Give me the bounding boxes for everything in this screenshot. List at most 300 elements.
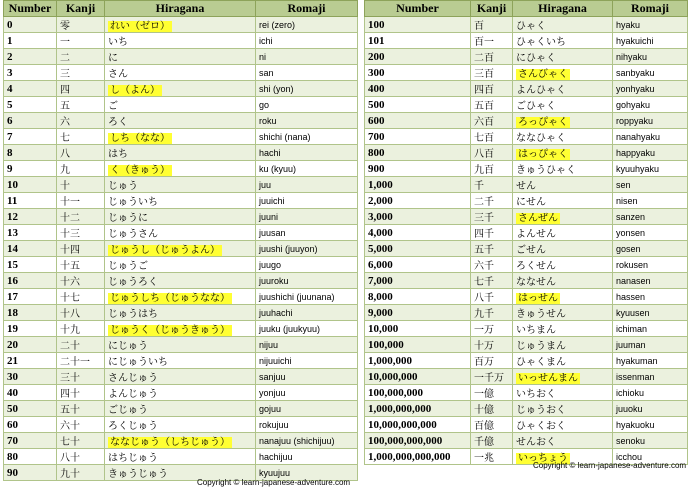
table-row	[365, 353, 688, 369]
hiragana-cell: じゅう	[105, 177, 256, 193]
number-cell: 100,000,000	[365, 385, 471, 401]
romaji-cell: nanasen	[613, 273, 688, 289]
kanji-cell: 一億	[471, 385, 513, 401]
kanji-cell: 九百	[471, 161, 513, 177]
kanji-cell: 百一	[471, 33, 513, 49]
table-row	[4, 129, 358, 145]
table-row	[4, 17, 358, 33]
hiragana-cell: じゅうに	[105, 209, 256, 225]
hiragana-cell	[105, 81, 256, 97]
romaji-cell: yonsen	[613, 225, 688, 241]
highlighted-reading: いっちょう	[518, 453, 568, 464]
kanji-cell: 六	[57, 113, 105, 129]
hiragana-cell	[513, 289, 613, 305]
hiragana-cell: にじゅういち	[105, 353, 256, 369]
kanji-cell: 二十一	[57, 353, 105, 369]
table-row	[365, 321, 688, 337]
kanji-cell: 百	[471, 17, 513, 33]
table-row	[365, 225, 688, 241]
table-row	[365, 209, 688, 225]
table-row	[4, 257, 358, 273]
table-row	[4, 401, 358, 417]
romaji-cell: ni	[256, 49, 358, 65]
hiragana-cell	[105, 321, 256, 337]
hiragana-cell	[105, 241, 256, 257]
romaji-cell: hyakuichi	[613, 33, 688, 49]
kanji-cell: 三	[57, 65, 105, 81]
kanji-cell: 千	[471, 177, 513, 193]
table-row	[4, 241, 358, 257]
hiragana-cell	[105, 433, 256, 449]
hiragana-cell: じゅうろく	[105, 273, 256, 289]
table-header-row	[4, 1, 358, 17]
hiragana-cell	[513, 209, 613, 225]
kanji-cell: 十二	[57, 209, 105, 225]
kanji-cell: 四	[57, 81, 105, 97]
hiragana-cell: ごひゃく	[513, 97, 613, 113]
table-row	[365, 273, 688, 289]
kanji-cell: 九	[57, 161, 105, 177]
hiragana-cell: じゅうさん	[105, 225, 256, 241]
highlighted-reading: さんびゃく	[518, 69, 568, 80]
kanji-cell: 二百	[471, 49, 513, 65]
kanji-cell: 七千	[471, 273, 513, 289]
table-row	[365, 49, 688, 65]
table-row	[365, 129, 688, 145]
highlighted-reading: し（よん）	[110, 85, 160, 96]
number-cell: 10	[4, 177, 57, 193]
number-cell: 1,000,000,000,000	[365, 449, 471, 465]
romaji-cell: ichi	[256, 33, 358, 49]
romaji-cell: juuni	[256, 209, 358, 225]
number-cell: 21	[4, 353, 57, 369]
number-header: Number	[365, 1, 471, 17]
table-row	[365, 257, 688, 273]
kanji-cell: 百万	[471, 353, 513, 369]
table-row	[4, 369, 358, 385]
table-row	[4, 49, 358, 65]
number-cell: 400	[365, 81, 471, 97]
table-row	[365, 193, 688, 209]
highlighted-reading: しち（なな）	[110, 133, 170, 144]
number-cell: 16	[4, 273, 57, 289]
table-row	[365, 145, 688, 161]
hiragana-cell: じゅうはち	[105, 305, 256, 321]
romaji-cell: hyakuoku	[613, 417, 688, 433]
romaji-cell: rokujuu	[256, 417, 358, 433]
hiragana-cell: ろく	[105, 113, 256, 129]
highlighted-reading: じゅうし（じゅうよん）	[110, 245, 220, 256]
romaji-cell: juu	[256, 177, 358, 193]
number-cell: 600	[365, 113, 471, 129]
hiragana-cell: せんおく	[513, 433, 613, 449]
romaji-cell: juugo	[256, 257, 358, 273]
table-row	[4, 321, 358, 337]
kanji-cell: 十億	[471, 401, 513, 417]
table-row	[365, 241, 688, 257]
romaji-cell: happyaku	[613, 145, 688, 161]
left-number-table	[3, 0, 358, 481]
hiragana-cell: ななひゃく	[513, 129, 613, 145]
copyright-text: Copyright © learn-japanese-adventure.com	[197, 478, 351, 487]
kanji-cell: 六百	[471, 113, 513, 129]
romaji-cell: sanjuu	[256, 369, 358, 385]
table-row	[4, 225, 358, 241]
romaji-cell: sanbyaku	[613, 65, 688, 81]
table-row	[365, 401, 688, 417]
table-row	[4, 97, 358, 113]
hiragana-cell: じゅうまん	[513, 337, 613, 353]
highlighted-reading: さんぜん	[518, 213, 558, 224]
table-row	[365, 113, 688, 129]
hiragana-cell: ひゃくおく	[513, 417, 613, 433]
romaji-cell: rei (zero)	[256, 17, 358, 33]
number-cell: 101	[365, 33, 471, 49]
romaji-cell: sen	[613, 177, 688, 193]
hiragana-cell	[513, 113, 613, 129]
hiragana-cell: はちじゅう	[105, 449, 256, 465]
romaji-cell: roku	[256, 113, 358, 129]
kanji-cell: 八十	[57, 449, 105, 465]
hiragana-cell: きゅうじゅう	[105, 465, 256, 481]
romaji-cell: nijuuichi	[256, 353, 358, 369]
hiragana-cell	[513, 369, 613, 385]
hiragana-cell: じゅうご	[105, 257, 256, 273]
romaji-cell: juushichi (juunana)	[256, 289, 358, 305]
hiragana-header: Hiragana	[513, 1, 613, 17]
hiragana-cell	[105, 289, 256, 305]
romaji-cell: gohyaku	[613, 97, 688, 113]
romaji-cell: nanajuu (shichijuu)	[256, 433, 358, 449]
romaji-cell: hachi	[256, 145, 358, 161]
table-header-row	[365, 1, 688, 17]
table-row	[365, 305, 688, 321]
hiragana-cell: きゅうせん	[513, 305, 613, 321]
kanji-cell: 十一	[57, 193, 105, 209]
romaji-header: Romaji	[256, 1, 358, 17]
romaji-cell: ichioku	[613, 385, 688, 401]
kanji-cell: 七百	[471, 129, 513, 145]
number-cell: 1,000	[365, 177, 471, 193]
number-cell: 300	[365, 65, 471, 81]
number-cell: 60	[4, 417, 57, 433]
number-cell: 50	[4, 401, 57, 417]
hiragana-cell: よんひゃく	[513, 81, 613, 97]
kanji-cell: 一兆	[471, 449, 513, 465]
table-row	[4, 417, 358, 433]
romaji-cell: juuroku	[256, 273, 358, 289]
kanji-cell: 五	[57, 97, 105, 113]
hiragana-cell: ろくせん	[513, 257, 613, 273]
romaji-cell: icchou	[613, 449, 688, 465]
kanji-header: Kanji	[471, 1, 513, 17]
kanji-cell: 八千	[471, 289, 513, 305]
romaji-cell: juusan	[256, 225, 358, 241]
kanji-cell: 八	[57, 145, 105, 161]
table-row	[365, 289, 688, 305]
number-cell: 4	[4, 81, 57, 97]
kanji-cell: 十八	[57, 305, 105, 321]
romaji-cell: shi (yon)	[256, 81, 358, 97]
kanji-cell: 二千	[471, 193, 513, 209]
hiragana-cell: にじゅう	[105, 337, 256, 353]
highlighted-reading: はっぴゃく	[518, 149, 568, 160]
romaji-cell: juuhachi	[256, 305, 358, 321]
kanji-cell: 九千	[471, 305, 513, 321]
hiragana-cell: せん	[513, 177, 613, 193]
romaji-cell: issenman	[613, 369, 688, 385]
kanji-cell: 三百	[471, 65, 513, 81]
number-cell: 1	[4, 33, 57, 49]
number-cell: 80	[4, 449, 57, 465]
number-cell: 2	[4, 49, 57, 65]
kanji-cell: 五百	[471, 97, 513, 113]
kanji-cell: 一万	[471, 321, 513, 337]
table-row	[365, 161, 688, 177]
kanji-cell: 四十	[57, 385, 105, 401]
kanji-cell: 十九	[57, 321, 105, 337]
kanji-cell: 百億	[471, 417, 513, 433]
kanji-cell: 千億	[471, 433, 513, 449]
kanji-cell: 三千	[471, 209, 513, 225]
table-row	[365, 177, 688, 193]
number-cell: 500	[365, 97, 471, 113]
number-cell: 5,000	[365, 241, 471, 257]
romaji-cell: juuoku	[613, 401, 688, 417]
table-row	[365, 385, 688, 401]
right-number-table	[364, 0, 688, 465]
romaji-cell: juuku (juukyuu)	[256, 321, 358, 337]
hiragana-cell: じゅういち	[105, 193, 256, 209]
table-row	[365, 337, 688, 353]
table-row	[4, 81, 358, 97]
hiragana-cell: にせん	[513, 193, 613, 209]
number-cell: 8	[4, 145, 57, 161]
kanji-cell: 七十	[57, 433, 105, 449]
hiragana-cell: に	[105, 49, 256, 65]
romaji-cell: nanahyaku	[613, 129, 688, 145]
romaji-cell: roppyaku	[613, 113, 688, 129]
hiragana-cell: さん	[105, 65, 256, 81]
number-cell: 8,000	[365, 289, 471, 305]
number-cell: 14	[4, 241, 57, 257]
number-cell: 5	[4, 97, 57, 113]
number-cell: 0	[4, 17, 57, 33]
table-row	[4, 305, 358, 321]
number-cell: 6,000	[365, 257, 471, 273]
romaji-cell: nihyaku	[613, 49, 688, 65]
hiragana-cell: にひゃく	[513, 49, 613, 65]
hiragana-cell: ひゃくいち	[513, 33, 613, 49]
hiragana-cell: よんじゅう	[105, 385, 256, 401]
table-row	[365, 433, 688, 449]
table-row	[4, 449, 358, 465]
hiragana-cell	[105, 17, 256, 33]
kanji-cell: 五千	[471, 241, 513, 257]
hiragana-cell	[513, 145, 613, 161]
number-cell: 800	[365, 145, 471, 161]
hiragana-cell: ごじゅう	[105, 401, 256, 417]
table-row	[365, 81, 688, 97]
hiragana-cell: ひゃくまん	[513, 353, 613, 369]
hiragana-cell: きゅうひゃく	[513, 161, 613, 177]
kanji-header: Kanji	[57, 1, 105, 17]
romaji-cell: kyuujuu	[256, 465, 358, 481]
number-cell: 10,000,000,000	[365, 417, 471, 433]
hiragana-cell: ろくじゅう	[105, 417, 256, 433]
romaji-cell: gosen	[613, 241, 688, 257]
number-cell: 3,000	[365, 209, 471, 225]
romaji-cell: kyuuhyaku	[613, 161, 688, 177]
kanji-cell: 十四	[57, 241, 105, 257]
table-row	[4, 161, 358, 177]
hiragana-cell: いち	[105, 33, 256, 49]
romaji-cell: rokusen	[613, 257, 688, 273]
hiragana-cell: いちおく	[513, 385, 613, 401]
number-cell: 700	[365, 129, 471, 145]
hiragana-cell	[105, 129, 256, 145]
romaji-cell: sanzen	[613, 209, 688, 225]
number-cell: 20	[4, 337, 57, 353]
number-cell: 12	[4, 209, 57, 225]
hiragana-cell: いちまん	[513, 321, 613, 337]
number-header: Number	[4, 1, 57, 17]
kanji-cell: 一千万	[471, 369, 513, 385]
number-cell: 10,000,000	[365, 369, 471, 385]
number-cell: 11	[4, 193, 57, 209]
hiragana-cell: ひゃく	[513, 17, 613, 33]
number-cell: 15	[4, 257, 57, 273]
hiragana-cell: はち	[105, 145, 256, 161]
table-row	[4, 273, 358, 289]
copyright-text: Copyright © learn-japanese-adventure.com	[533, 461, 687, 470]
highlighted-reading: ななじゅう（しちじゅう）	[110, 437, 230, 448]
highlighted-reading: ろっぴゃく	[518, 117, 568, 128]
romaji-cell: go	[256, 97, 358, 113]
table-row	[4, 113, 358, 129]
hiragana-cell: ごせん	[513, 241, 613, 257]
kanji-cell: 三十	[57, 369, 105, 385]
table-row	[365, 17, 688, 33]
number-cell: 3	[4, 65, 57, 81]
romaji-cell: hyaku	[613, 17, 688, 33]
romaji-cell: juuichi	[256, 193, 358, 209]
romaji-cell: hyakuman	[613, 353, 688, 369]
kanji-cell: 十	[57, 177, 105, 193]
table-row	[4, 433, 358, 449]
romaji-cell: yonhyaku	[613, 81, 688, 97]
romaji-cell: senoku	[613, 433, 688, 449]
number-cell: 7,000	[365, 273, 471, 289]
romaji-cell: juuman	[613, 337, 688, 353]
number-cell: 4,000	[365, 225, 471, 241]
number-cell: 40	[4, 385, 57, 401]
highlighted-reading: れい（ゼロ）	[110, 21, 170, 32]
number-cell: 18	[4, 305, 57, 321]
table-row	[4, 337, 358, 353]
kanji-cell: 一	[57, 33, 105, 49]
number-cell: 1,000,000	[365, 353, 471, 369]
kanji-cell: 二	[57, 49, 105, 65]
hiragana-cell	[105, 161, 256, 177]
kanji-cell: 十七	[57, 289, 105, 305]
number-cell: 17	[4, 289, 57, 305]
romaji-cell: hassen	[613, 289, 688, 305]
kanji-cell: 六千	[471, 257, 513, 273]
number-cell: 900	[365, 161, 471, 177]
romaji-cell: nisen	[613, 193, 688, 209]
hiragana-cell: よんせん	[513, 225, 613, 241]
table-row	[4, 289, 358, 305]
table-row	[365, 65, 688, 81]
number-cell: 1,000,000,000	[365, 401, 471, 417]
kanji-cell: 八百	[471, 145, 513, 161]
number-cell: 7	[4, 129, 57, 145]
romaji-cell: hachijuu	[256, 449, 358, 465]
kanji-cell: 四百	[471, 81, 513, 97]
number-cell: 70	[4, 433, 57, 449]
romaji-cell: juushi (juuyon)	[256, 241, 358, 257]
romaji-cell: kyuusen	[613, 305, 688, 321]
table-row	[4, 177, 358, 193]
romaji-cell: nijuu	[256, 337, 358, 353]
table-row	[365, 33, 688, 49]
number-cell: 13	[4, 225, 57, 241]
highlighted-reading: く（きゅう）	[110, 165, 170, 176]
table-row	[365, 97, 688, 113]
number-cell: 2,000	[365, 193, 471, 209]
kanji-cell: 七	[57, 129, 105, 145]
highlighted-reading: いっせんまん	[518, 373, 578, 384]
romaji-cell: gojuu	[256, 401, 358, 417]
table-row	[4, 193, 358, 209]
table-row	[365, 369, 688, 385]
number-cell: 9	[4, 161, 57, 177]
highlighted-reading: はっせん	[518, 293, 558, 304]
number-cell: 200	[365, 49, 471, 65]
table-row	[4, 353, 358, 369]
romaji-cell: san	[256, 65, 358, 81]
table-row	[365, 417, 688, 433]
number-cell: 9,000	[365, 305, 471, 321]
romaji-cell: ku (kyuu)	[256, 161, 358, 177]
kanji-cell: 四千	[471, 225, 513, 241]
kanji-cell: 六十	[57, 417, 105, 433]
highlighted-reading: じゅうしち（じゅうなな）	[110, 293, 230, 304]
number-cell: 100,000,000,000	[365, 433, 471, 449]
kanji-cell: 五十	[57, 401, 105, 417]
romaji-cell: yonjuu	[256, 385, 358, 401]
hiragana-cell: さんじゅう	[105, 369, 256, 385]
hiragana-cell: じゅうおく	[513, 401, 613, 417]
hiragana-cell	[513, 65, 613, 81]
highlighted-reading: じゅうく（じゅうきゅう）	[110, 325, 230, 336]
romaji-header: Romaji	[613, 1, 688, 17]
number-cell: 10,000	[365, 321, 471, 337]
kanji-cell: 二十	[57, 337, 105, 353]
romaji-cell: shichi (nana)	[256, 129, 358, 145]
kanji-cell: 十三	[57, 225, 105, 241]
kanji-cell: 九十	[57, 465, 105, 481]
number-cell: 19	[4, 321, 57, 337]
number-cell: 90	[4, 465, 57, 481]
kanji-cell: 十万	[471, 337, 513, 353]
number-cell: 30	[4, 369, 57, 385]
number-cell: 100,000	[365, 337, 471, 353]
table-row	[4, 209, 358, 225]
table-row	[4, 385, 358, 401]
romaji-cell: ichiman	[613, 321, 688, 337]
